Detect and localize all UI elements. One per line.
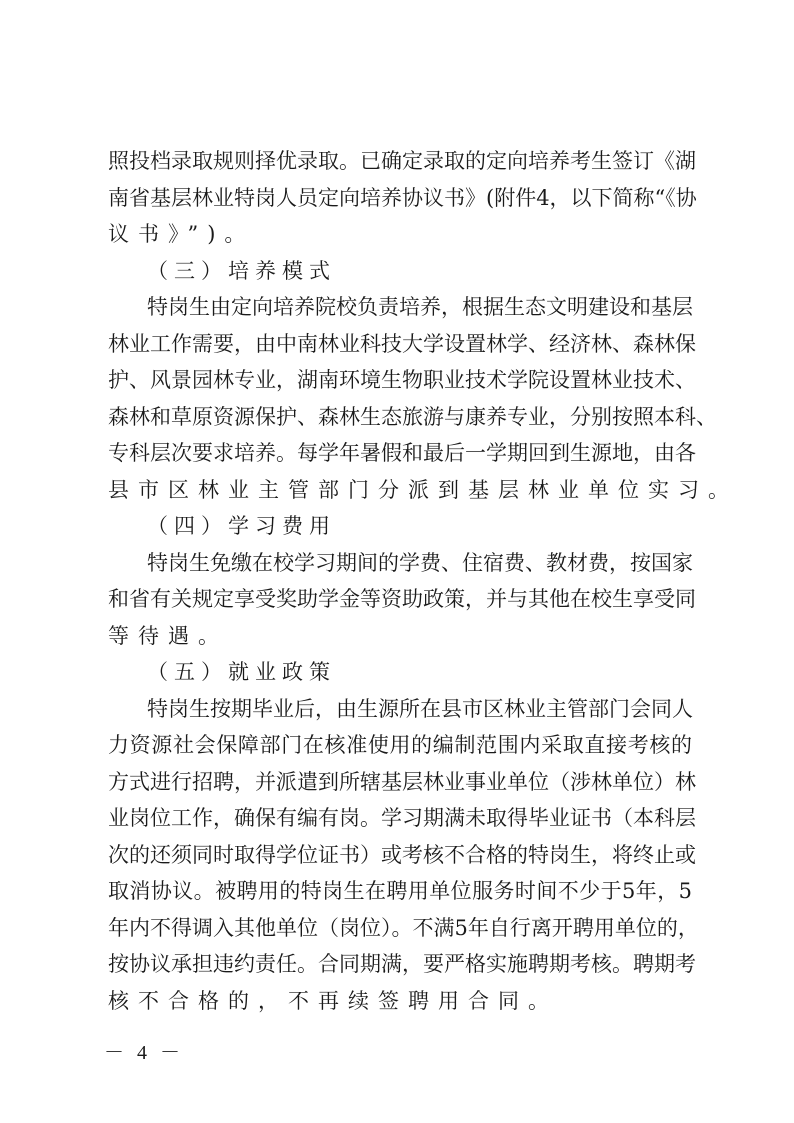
section-heading: （五）就业政策 bbox=[147, 660, 336, 684]
paragraph-line: 业岗位工作，确保有编有岗。学习期满未取得毕业证书（本科层 bbox=[108, 806, 696, 830]
paragraph-line: 县市区林业主管部门分派到基层林业单位实习。 bbox=[108, 477, 738, 502]
paragraph-line: 护、风景园林专业，湖南环境生物职业技术学院设置林业技术、 bbox=[108, 368, 696, 392]
paragraph-line: 特岗生按期毕业后，由生源所在县市区林业主管部门会同人 bbox=[147, 696, 693, 721]
paragraph-line: 照投档录取规则择优录取。已确定录取的定向培养考生签订《湖 bbox=[108, 149, 696, 173]
paragraph-line: 年内不得调入其他单位（岗位）。不满5年自行离开聘用单位的， bbox=[108, 915, 699, 940]
paragraph-line: 和省有关规定享受奖助学金等资助政策，并与其他在校生享受同 bbox=[108, 587, 696, 611]
paragraph-line: 方式进行招聘，并派遣到所辖基层林业事业单位（涉林单位）林 bbox=[108, 769, 696, 794]
paragraph-line: 特岗生免缴在校学习期间的学费、住宿费、教材费，按国家 bbox=[147, 550, 693, 575]
paragraph-line: 等待遇。 bbox=[108, 623, 228, 648]
paragraph-line: 取消协议。被聘用的特岗生在聘用单位服务时间不少于5年，5 bbox=[108, 879, 692, 903]
paragraph-line: 林业工作需要，由中南林业科技大学设置林学、经济林、森林保 bbox=[108, 331, 696, 356]
paragraph-line: 核不合格的，不再续签聘用合同。 bbox=[108, 988, 558, 1013]
paragraph-line: 专科层次要求培养。每学年暑假和最后一学期回到生源地，由各 bbox=[108, 441, 696, 465]
section-heading: （三）培养模式 bbox=[147, 258, 336, 283]
paragraph-line: 按协议承担违约责任。合同期满，要严格实施聘期考核。聘期考 bbox=[108, 952, 696, 976]
paragraph-line: 议书》”)。 bbox=[108, 222, 255, 246]
paragraph-line: 特岗生由定向培养院校负责培养，根据生态文明建设和基层 bbox=[147, 295, 693, 319]
paragraph-line: 南省基层林业特岗人员定向培养协议书》(附件4，以下简称“《协 bbox=[108, 185, 697, 210]
paragraph-line: 森林和草原资源保护、森林生态旅游与康养专业，分别按照本科、 bbox=[108, 404, 717, 429]
page-number: － 4 － bbox=[104, 1042, 184, 1064]
paragraph-line: 次的还须同时取得学位证书）或考核不合格的特岗生，将终止或 bbox=[108, 842, 696, 867]
section-heading: （四）学习费用 bbox=[147, 514, 336, 538]
paragraph-line: 力资源社会保障部门在核准使用的编制范围内采取直接考核的 bbox=[108, 733, 692, 757]
